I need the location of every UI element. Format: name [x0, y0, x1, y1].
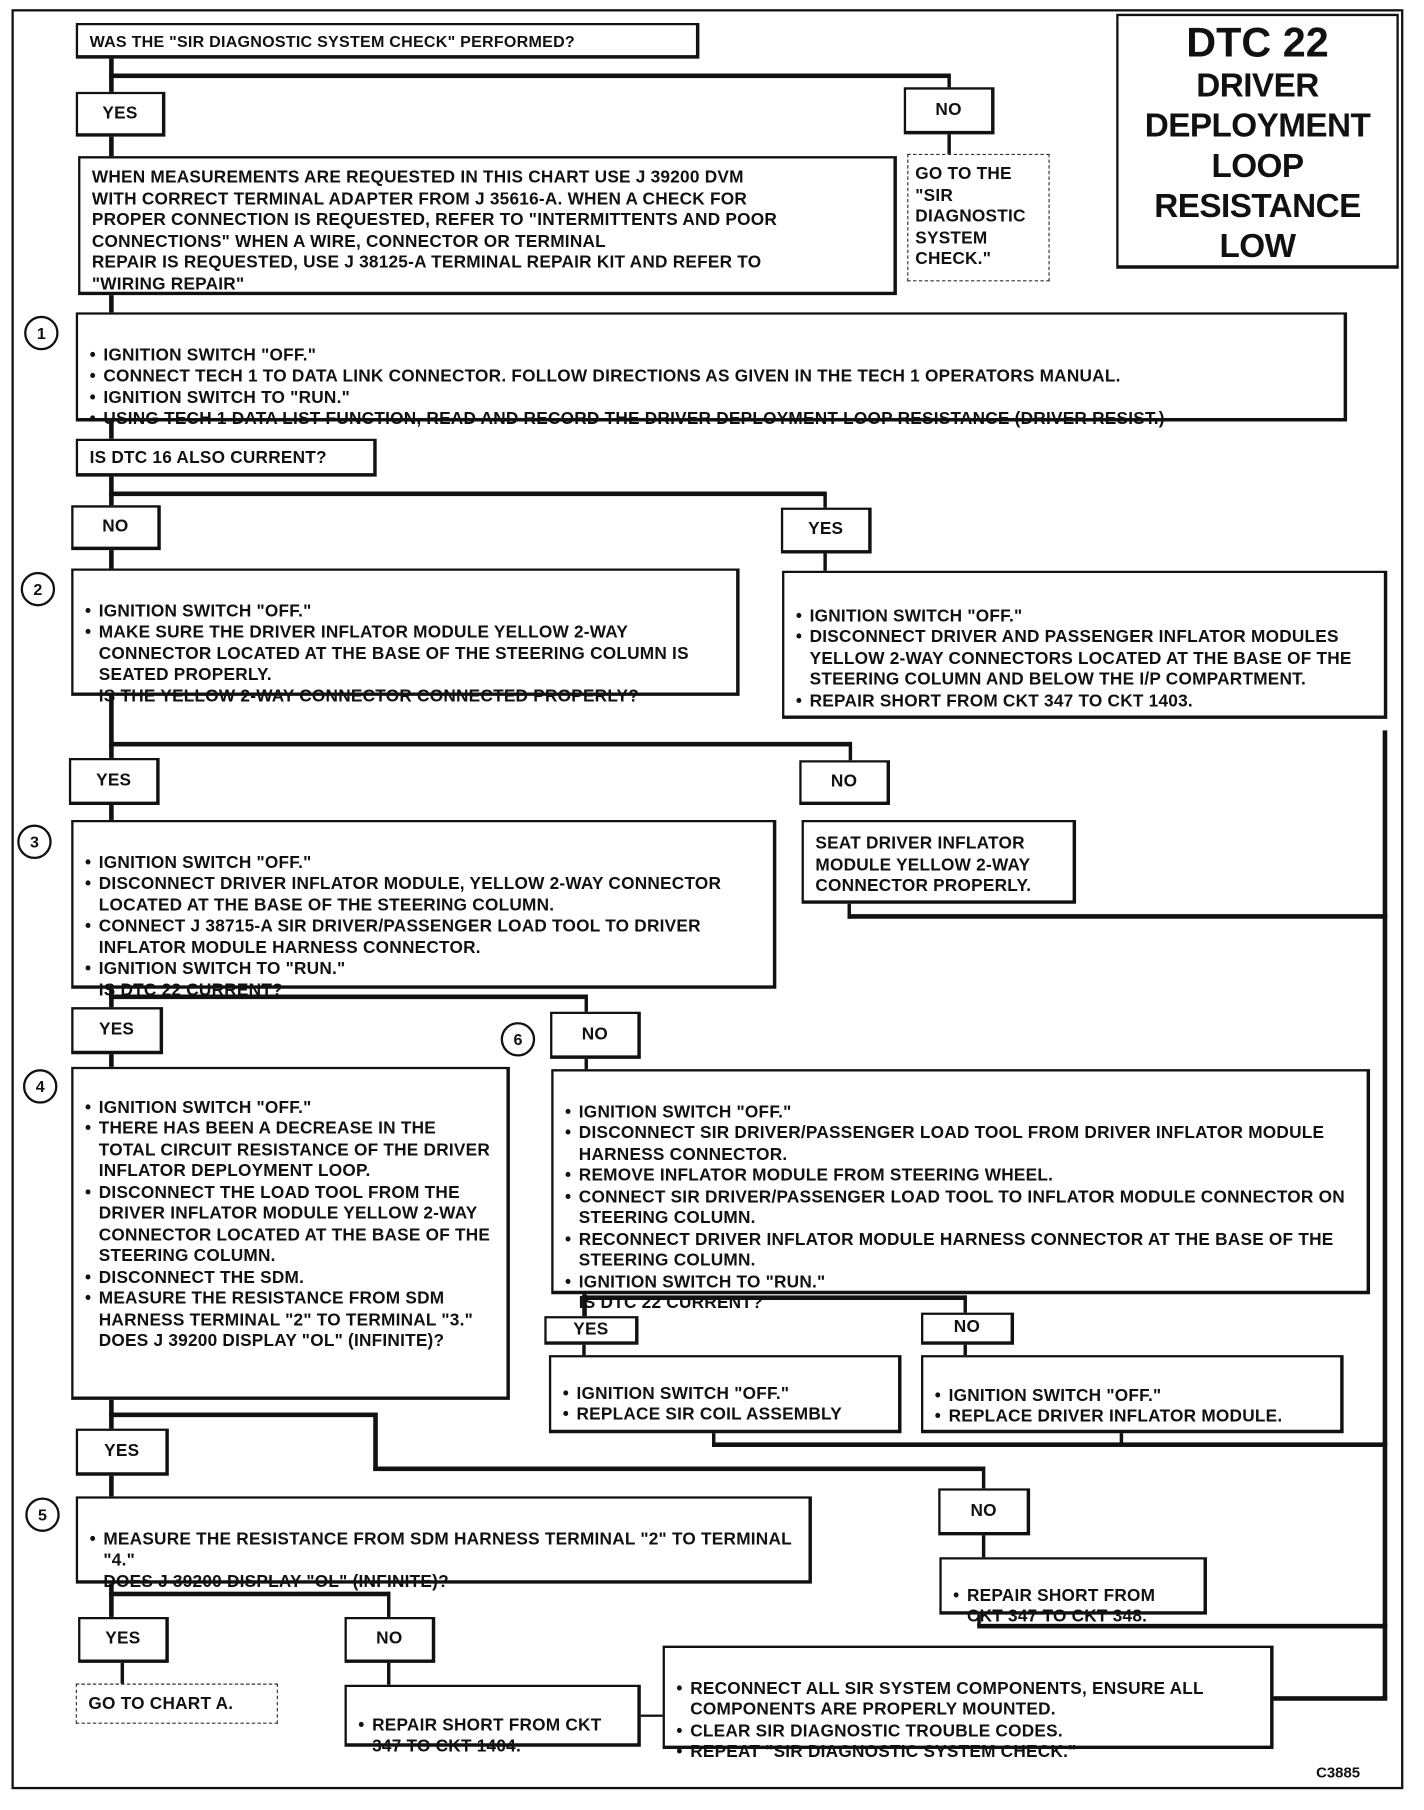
- step-item: • CONNECT SIR DRIVER/PASSENGER LOAD TOOL TO INFLATOR MODULE CONNECTOR ON STEERING COLUMN.: [565, 1187, 1355, 1229]
- step-5-no-box: [345, 1685, 641, 1756]
- step-item: • RECONNECT DRIVER INFLATOR MODULE HARNESS CONNECTOR AT THE BASE OF THE STEERING COLUMN.: [565, 1229, 1355, 1271]
- step-item: • DISCONNECT THE SDM.: [85, 1267, 495, 1288]
- step-6-box: [551, 1069, 1370, 1313]
- title-line: DEPLOYMENT: [1144, 107, 1371, 145]
- no-label: NO: [345, 1617, 436, 1663]
- step-4-marker: 4: [23, 1069, 57, 1103]
- connector: [982, 1534, 985, 1559]
- connector: [109, 136, 114, 159]
- connector: [109, 492, 826, 497]
- step-item: • REPAIR SHORT FROM CKT 347 TO CKT 348.: [953, 1585, 1192, 1627]
- step-6-yes-box: [549, 1355, 902, 1433]
- step-item: • IGNITION SWITCH "OFF.": [563, 1383, 887, 1404]
- yes-label: YES: [781, 508, 872, 554]
- no-label: NO: [799, 760, 890, 805]
- goto-chart-a: GO TO CHART A.: [76, 1684, 278, 1724]
- no-label: NO: [71, 505, 161, 550]
- title-line: DRIVER: [1196, 67, 1319, 105]
- connector: [1263, 1696, 1387, 1701]
- step-item: • DISCONNECT THE LOAD TOOL FROM THE DRIVER INFLATOR MODULE YELLOW 2-WAY CONNECTOR LOCATED AT THE BASE OF THE STEERING COLUMN.: [85, 1182, 495, 1267]
- seat-connector-box: SEAT DRIVER INFLATOR MODULE YELLOW 2-WAY CONNECTOR PROPERLY.: [802, 820, 1076, 904]
- step-item: • MAKE SURE THE DRIVER INFLATOR MODULE YELLOW 2-WAY CONNECTOR LOCATED AT THE BASE OF THE STEERING COLUMN IS SEATED PROPERLY.: [85, 622, 725, 686]
- step-item: • CONNECT J 38715-A SIR DRIVER/PASSENGER LOAD TOOL TO DRIVER INFLATOR MODULE HARNESS CONNECTOR.: [85, 916, 761, 958]
- connector: [109, 742, 851, 747]
- step-1-box: [76, 312, 1347, 429]
- step-item: • MEASURE THE RESISTANCE FROM SDM HARNESS TERMINAL "2" TO TERMINAL "3.": [85, 1289, 495, 1331]
- step-item: • REPLACE SIR COIL ASSEMBLY: [563, 1404, 887, 1425]
- yes-label: YES: [71, 1007, 163, 1054]
- connector: [712, 1442, 1387, 1447]
- step-item: • IGNITION SWITCH "OFF.": [85, 853, 761, 874]
- step-6-marker: 6: [501, 1022, 535, 1056]
- connector: [109, 1413, 375, 1418]
- yes-label: YES: [78, 1617, 169, 1663]
- question-sir-check: WAS THE "SIR DIAGNOSTIC SYSTEM CHECK" PERFORMED?: [76, 23, 700, 59]
- step-item: • REPAIR SHORT FROM CKT 347 TO CKT 1403.: [796, 691, 1372, 712]
- step-item: • MEASURE THE RESISTANCE FROM SDM HARNESS TERMINAL "2" TO TERMINAL "4.": [90, 1529, 797, 1571]
- no-label: NO: [550, 1012, 641, 1059]
- step-item: • THERE HAS BEEN A DECREASE IN THE TOTAL CIRCUIT RESISTANCE OF THE DRIVER INFLATOR DEPLOYMENT LOOP.: [85, 1119, 495, 1183]
- yes-label: YES: [69, 758, 160, 805]
- no-label: NO: [938, 1488, 1030, 1535]
- connector: [387, 1662, 390, 1687]
- step-question: IS DTC 22 CURRENT?: [98, 980, 283, 1000]
- step-5-marker: 5: [25, 1498, 59, 1532]
- step-item: • RECONNECT ALL SIR SYSTEM COMPONENTS, ENSURE ALL COMPONENTS ARE PROPERLY MOUNTED.: [676, 1678, 1258, 1720]
- step-2-marker: 2: [21, 572, 55, 606]
- connector: [848, 914, 1388, 919]
- step-item: • REPAIR SHORT FROM CKT 347 TO CKT 1404.: [358, 1715, 626, 1757]
- step-item: • CONNECT TECH 1 TO DATA LINK CONNECTOR. FOLLOW DIRECTIONS AS GIVEN IN THE TECH 1 OPERATORS MANUAL.: [90, 366, 1333, 387]
- step-item: • REPLACE DRIVER INFLATOR MODULE.: [935, 1407, 1329, 1428]
- yes-label: YES: [76, 92, 166, 137]
- step-question: IS DTC 22 CURRENT?: [578, 1293, 763, 1313]
- step-1-marker: 1: [24, 316, 58, 350]
- step-item: • REPEAT "SIR DIAGNOSTIC SYSTEM CHECK.": [676, 1742, 1258, 1763]
- step-item: • DISCONNECT SIR DRIVER/PASSENGER LOAD TOOL FROM DRIVER INFLATOR MODULE HARNESS CONNECTOR.: [565, 1123, 1355, 1165]
- step-item: • REMOVE INFLATOR MODULE FROM STEERING WHEEL.: [565, 1166, 1355, 1187]
- step-2-box: [71, 568, 739, 706]
- connector: [1120, 1432, 1123, 1446]
- info-box: WHEN MEASUREMENTS ARE REQUESTED IN THIS CHART USE J 39200 DVM WITH CORRECT TERMINAL ADAPTER FROM J 35616-A. WHEN A CHECK FOR PROPER CONNECTION IS REQUESTED, REFER TO "INTERMITTENTS AND POOR CONNECTIONS" WHEN A WIRE, CONNECTOR OR TERMINAL REPAIR IS REQUESTED, USE J 38125-A TERMINAL REPAIR KIT AND REFER TO "WIRING REPAIR": [78, 156, 897, 295]
- step-item: • CLEAR SIR DIAGNOSTIC TROUBLE CODES.: [676, 1721, 1258, 1742]
- step-item: • USING TECH 1 DATA LIST FUNCTION, READ AND RECORD THE DRIVER DEPLOYMENT LOOP RESISTANCE (DRIVER RESIST.): [90, 409, 1333, 430]
- step-item: • IGNITION SWITCH "OFF.": [796, 606, 1372, 627]
- step-item: • DISCONNECT DRIVER INFLATOR MODULE, YELLOW 2-WAY CONNECTOR LOCATED AT THE BASE OF THE STEERING COLUMN.: [85, 874, 761, 916]
- yes-label: YES: [76, 1429, 169, 1476]
- connector: [982, 1467, 985, 1490]
- connector: [387, 1592, 390, 1620]
- step-4-box: [71, 1067, 510, 1400]
- connector: [640, 1715, 663, 1717]
- step-item: • IGNITION SWITCH "OFF.": [85, 1097, 495, 1118]
- step-6-no-box: [921, 1355, 1344, 1433]
- step-3-box: [71, 820, 776, 1000]
- connector: [373, 1467, 984, 1472]
- title-line: RESISTANCE: [1154, 188, 1361, 226]
- no-label: NO: [904, 87, 995, 134]
- final-box: [663, 1646, 1274, 1762]
- step-4-no-box: [939, 1557, 1207, 1627]
- yes-label: YES: [544, 1316, 638, 1345]
- step-3-marker: 3: [17, 825, 51, 859]
- chart-title: [1116, 14, 1399, 269]
- step-item: • DISCONNECT DRIVER AND PASSENGER INFLATOR MODULES YELLOW 2-WAY CONNECTORS LOCATED AT THE BASE OF THE STEERING COLUMN AND BELOW THE I/P COMPARTMENT.: [796, 627, 1372, 691]
- question-dtc16: IS DTC 16 ALSO CURRENT?: [76, 439, 377, 477]
- step-item: • IGNITION SWITCH "OFF.": [565, 1102, 1355, 1123]
- step-item: • IGNITION SWITCH TO "RUN.": [90, 388, 1333, 409]
- connector: [109, 1475, 114, 1498]
- title-line: LOOP: [1211, 148, 1304, 185]
- connector: [109, 73, 950, 78]
- connector: [373, 1413, 378, 1470]
- connector: [121, 1662, 124, 1685]
- step-item: • IGNITION SWITCH "OFF.": [85, 601, 725, 622]
- no-label: NO: [921, 1313, 1014, 1345]
- figure-code: C3885: [1316, 1763, 1361, 1782]
- step-item: • IGNITION SWITCH TO "RUN.": [85, 959, 761, 980]
- step-question: IS THE YELLOW 2-WAY CONNECTOR CONNECTED PROPERLY?: [98, 686, 639, 706]
- step-5-box: [76, 1496, 812, 1592]
- dtc16-yes-box: [782, 571, 1387, 719]
- title-dtc: DTC 22: [1186, 18, 1329, 66]
- step-question: DOES J 39200 DISPLAY "OL" (INFINITE)?: [98, 1330, 445, 1351]
- step-item: • IGNITION SWITCH "OFF.": [90, 345, 1333, 366]
- title-line: LOW: [1219, 228, 1296, 266]
- step-item: • IGNITION SWITCH "OFF.": [935, 1386, 1329, 1407]
- connector: [1383, 730, 1388, 1699]
- step-item: • IGNITION SWITCH TO "RUN.": [565, 1272, 1355, 1293]
- connector: [947, 133, 950, 156]
- step-question: DOES J 39200 DISPLAY "OL" (INFINITE)?: [103, 1571, 449, 1592]
- goto-sir-check: GO TO THE "SIR DIAGNOSTIC SYSTEM CHECK.": [907, 154, 1049, 281]
